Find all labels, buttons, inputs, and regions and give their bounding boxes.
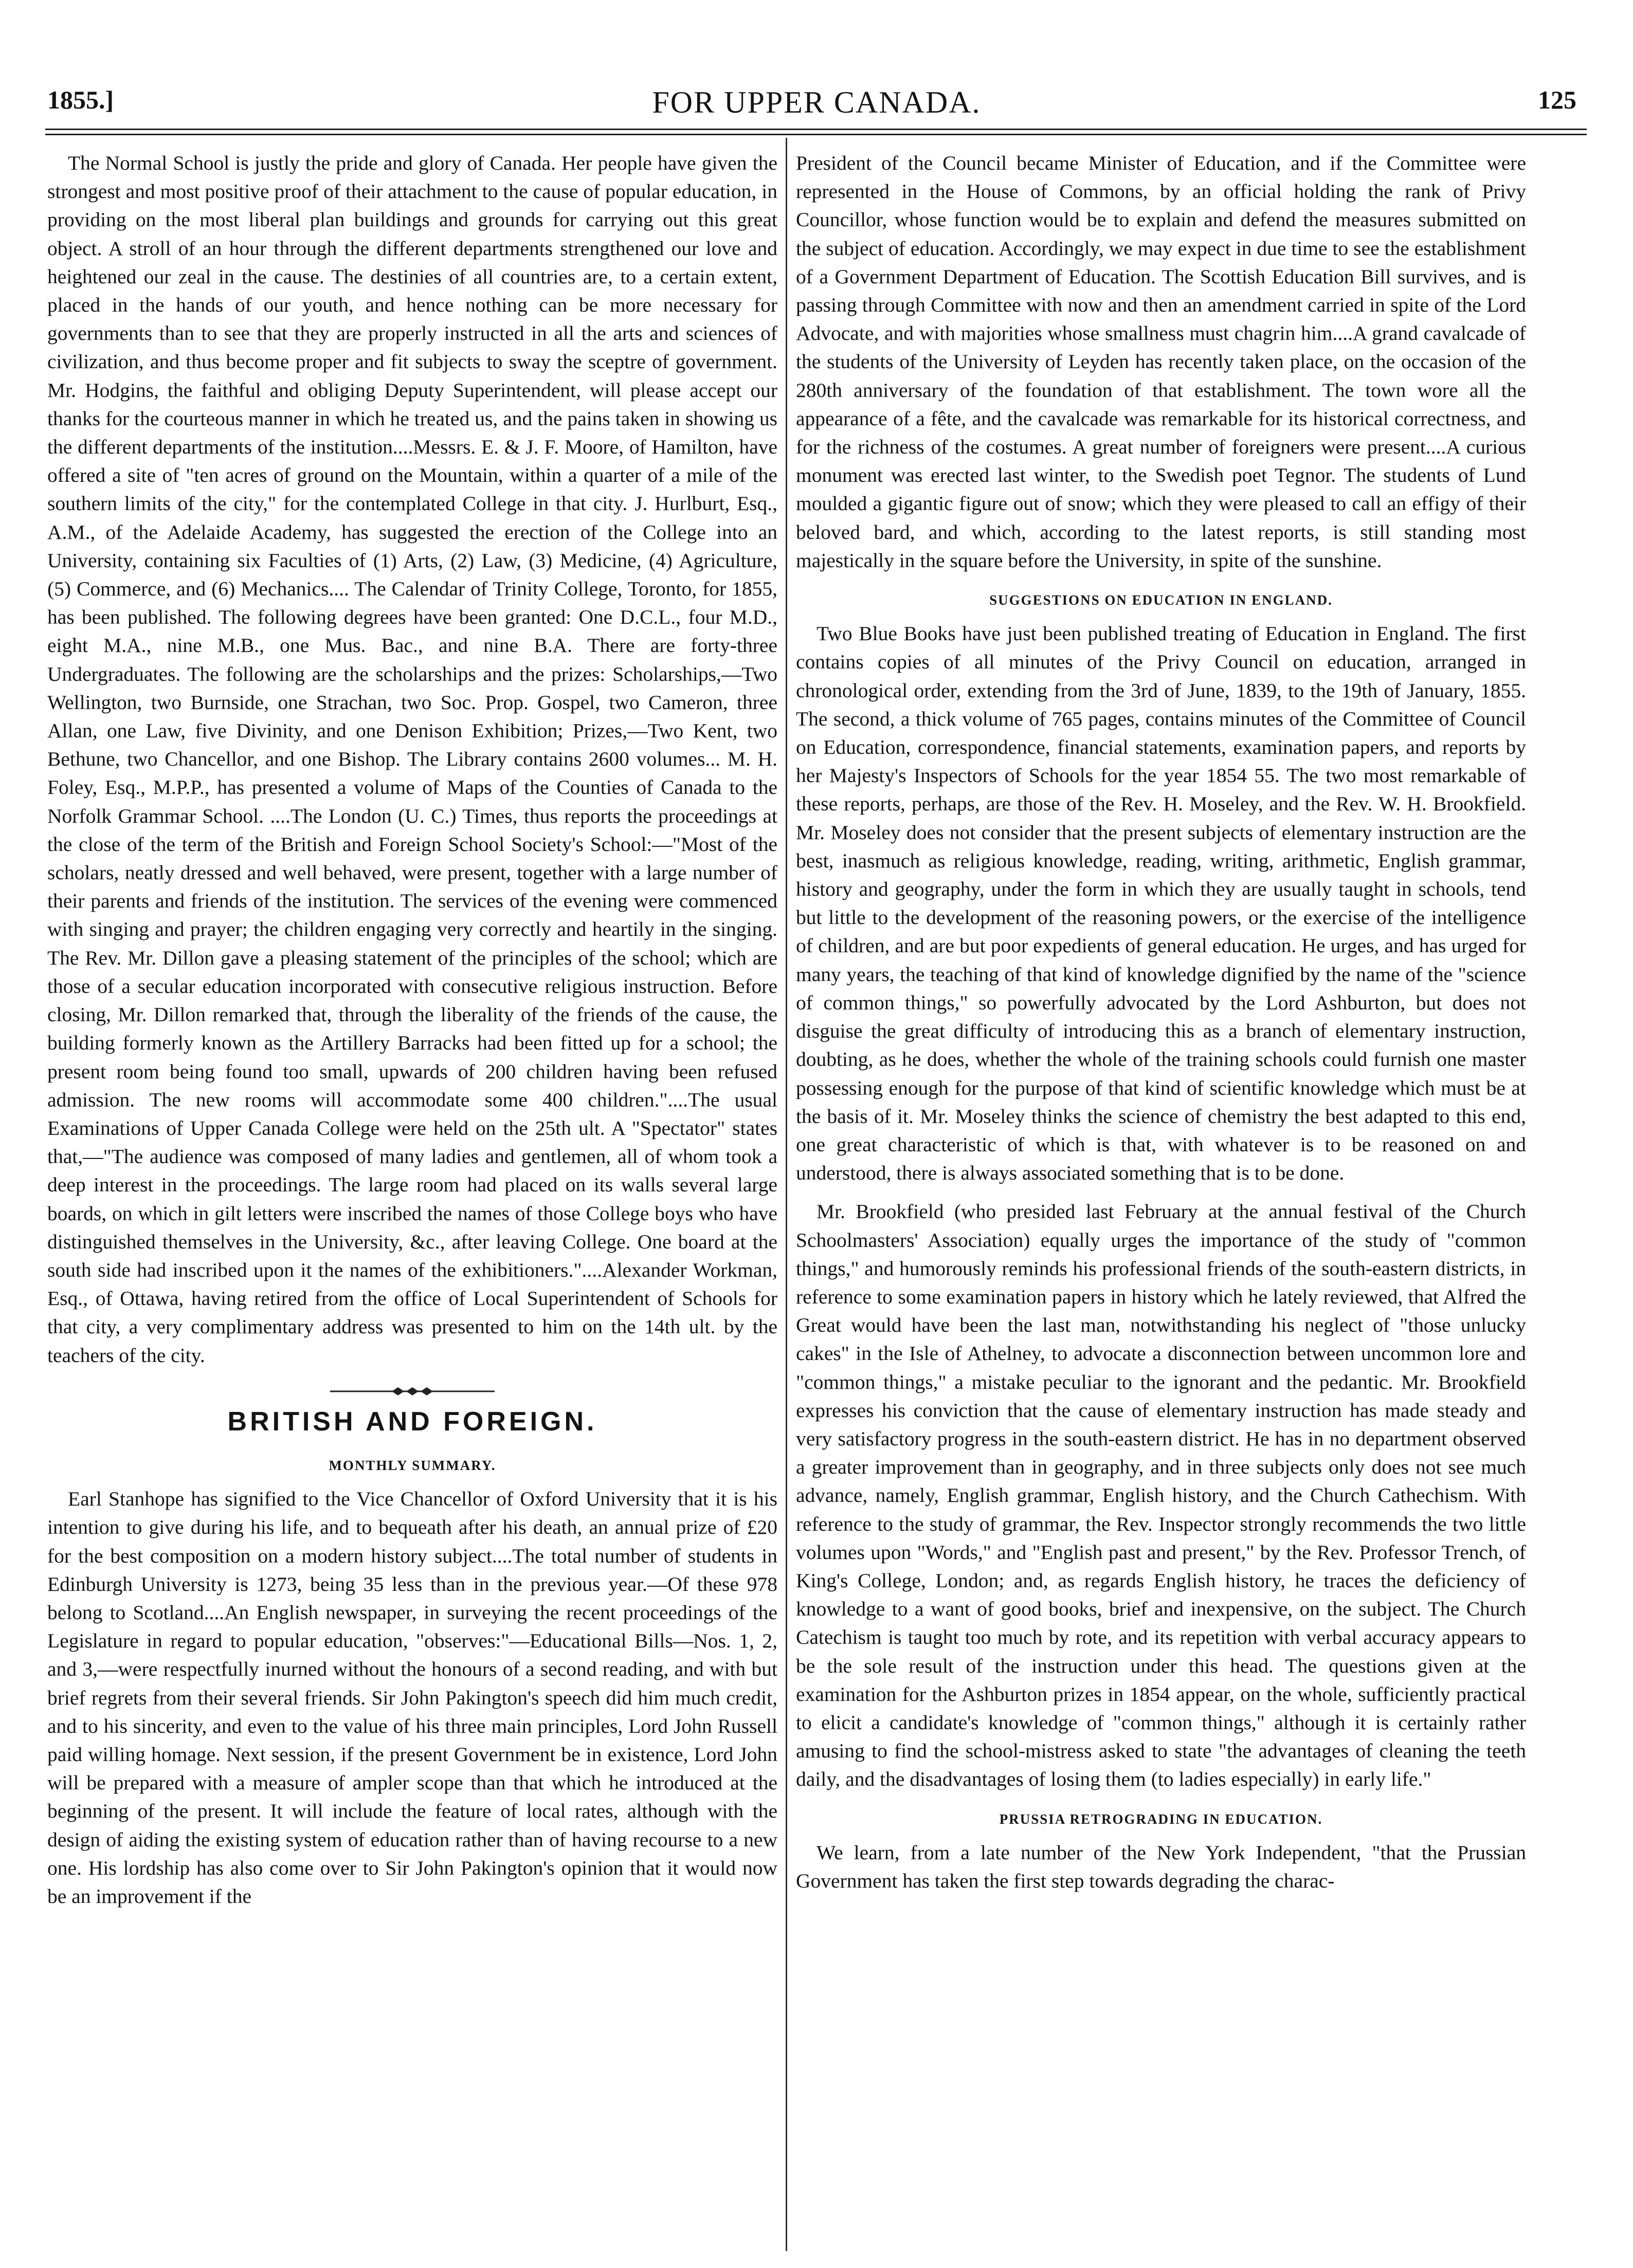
monthly-summary-heading: MONTHLY SUMMARY.	[329, 1457, 496, 1473]
header-rule-top	[45, 129, 1587, 130]
left-article-monthly-summary: Earl Stanhope has signified to the Vice Chancellor of Oxford University that it is his intention to give during his life, and to bequeath after his death, an annual prize of £20 for the best composition on a modern history subject....The total number of students in Edinburgh University is 1273, being 35 less than in the previous year.—Of these 978 belong to Scotland....An English newspaper, in surveying the recent proceedings of the Legislature in regard to popular education, "observes:"—Educational Bills—Nos. 1, 2, and 3,—were respectfully inurned without the honours of a second reading, and with but brief regrets from their several friends. Sir John Pakington's speech did him much credit, and to his sincerity, and even to the value of his three main principles, Lord John Russell paid willing homage. Next session, if the present Government be in existence, Lord John will be prepared with a measure of ampler scope than that which he introduced at the beginning of the present. It will include the feature of local rates, although with the design of aiding the existing system of education rather than of having recourse to a new one. His lordship has also come over to Sir John Pakington's opinion that it would now be an improvement if the	[47, 1487, 777, 1908]
header-rule-bottom	[45, 134, 1587, 135]
section-heading-british-foreign: BRITISH AND FOREIGN.	[227, 1406, 597, 1437]
column-divider	[786, 138, 787, 2251]
right-article-blue-books: Two Blue Books have just been published treating of Education in England. The first contains copies of all minutes of the Privy Council on education, arranged in chronological order, extending from the 3rd of June, 1839, to the 19th of January, 1855. The second, a thick volume of 765 pages, contains minutes of the Committee of Council on Education, correspondence, financial statements, examination papers, and reports by her Majesty's Inspectors of Schools for the year 1854 55. The two most remarkable of these reports, perhaps, are those of the Rev. H. Moseley, and the Rev. W. H. Brookfield. Mr. Moseley does not consider that the present subjects of elementary instruction are the best, inasmuch as religious knowledge, reading, writing, arithmetic, English grammar, history and geography, under the form in which they are usually taught in schools, tend but little to the development of the reasoning powers, or the exercise of the intelligence of children, and are but poor expedients of general education. He urges, and has urged for many years, the teaching of that kind of knowledge dignified by the name of the "science of common things," so powerfully advocated by the Lord Ashburton, but does not disguise the great difficulty of introducing this as a branch of elementary instruction, doubting, as he does, whether the whole of the training schools could furnish one master possessing enough for the purpose of that kind of scientific knowledge which must be at the basis of it. Mr. Moseley thinks the science of chemistry the best adapted to this end, one great characteristic of which is that, with whatever is to be reasoned on and understood, there is always associated something that is to be done.	[796, 622, 1526, 1185]
left-column	[47, 149, 777, 2252]
right-column	[796, 149, 1526, 2252]
prussia-heading: PRUSSIA RETROGRADING IN EDUCATION.	[999, 1811, 1323, 1827]
left-article-normal-school: The Normal School is justly the pride and glory of Canada. Her people have given the strongest and most positive proof of their attachment to the cause of popular education, in providing on the most liberal plan buildings and grounds for carrying out this great object. A stroll of an hour through the different departments strengthened our love and heightened our zeal in the cause. The destinies of all countries are, to a certain extent, placed in the hands of our youth, and hence nothing can be more necessary for governments than to see that they are properly instructed in all the arts and sciences of civilization, and thus become proper and fit subjects to sway the sceptre of government. Mr. Hodgins, the faithful and obliging Deputy Superintendent, will please accept our thanks for the courteous manner in which he treated us, and the pains taken in showing us the different departments of the institution....Messrs. E. & J. F. Moore, of Hamilton, have offered a site of "ten acres of ground on the Mountain, within a quarter of a mile of the southern limits of the city," for the contemplated College in that city. J. Hurlburt, Esq., A.M., of the Adelaide Academy, has suggested the erection of the College into an University, containing six Faculties of (1) Arts, (2) Law, (3) Medicine, (4) Agriculture, (5) Commerce, and (6) Mechanics.... The Calendar of Trinity College, Toronto, for 1855, has been published. The following degrees have been granted: One D.C.L., four M.D., eight M.A., nine M.B., one Mus. Bac., and nine B.A. There are forty-three Undergraduates. The following are the scholarships and the prizes: Scholarships,—Two Wellington, two Burnside, one Strachan, two Soc. Prop. Gospel, two Cameron, three Allan, one Law, five Divinity, and one Denison Exhibition; Prizes,—Two Kent, two Bethune, two Chancellor, and one Bishop. The Library contains 2600 volumes... M. H. Foley, Esq., M.P.P., has presented a volume of Maps of the Counties of Canada to the Norfolk Grammar School. ....The London (U. C.) Times, thus reports the proceedings at the close of the term of the British and Foreign School Society's School:—"Most of the scholars, neatly dressed and well behaved, were present, together with a large number of their parents and friends of the institution. The services of the evening were commenced with singing and prayer; the children engaging very correctly and heartily in the singing. The Rev. Mr. Dillon gave a pleasing statement of the principles of the school; which are those of a secular education incorporated with consecutive religious instruction. Before closing, Mr. Dillon remarked that, through the liberality of the friends of the cause, the building formerly known as the Artillery Barracks had been fitted up for a school; the present room being found too small, upwards of 200 children having been refused admission. The new rooms will accommodate some 400 children."....The usual Examinations of Upper Canada College were held on the 25th ult. A "Spectator" states that,—"The audience was composed of many ladies and gentlemen, all of whom took a deep interest in the proceedings. The large room had placed on its walls several large boards, on which in gilt letters were inscribed the names of those College boys who have distinguished themselves in the University, &c., after leaving College. One board at the south side had inscribed upon it the names of the exhibitioners."....Alexander Workman, Esq., of Ottawa, having retired from the office of Local Superintendent of Schools for that city, a very complimentary address was presented to him on the 14th ult. by the teachers of the city.	[47, 152, 777, 1367]
page-number: 125	[1538, 85, 1576, 114]
right-article-brookfield: Mr. Brookfield (who presided last February at the annual festival of the Church Schoolmasters' Association) equally urges the importance of the study of "common things," and humorously reminds his professional friends of the south-eastern districts, in reference to some examination papers in history which he lately reviewed, that Alfred the Great would have been the last man, notwithstanding his neglect of "those unlucky cakes" in the Isle of Athelney, to advocate a disconnection between uncommon lore and "common things," a mistake peculiar to the ignorant and the pedantic. Mr. Brookfield expresses his conviction that the cause of elementary instruction has made steady and very satisfactory progress in the south-eastern district. He has in no department observed a greater improvement than in geography, and in three subjects only does not see much advance, namely, English grammar, English history, and the Church Cathechism. With reference to the study of grammar, the Rev. Inspector strongly recommends the two little volumes upon "Words," and "English past and present," by the Rev. Professor Trench, of King's College, London; and, as regards English history, he traces the deficiency of knowledge to a want of good books, brief and inexpensive, on the subject. The Church Catechism is taught too much by rote, and its repetition with verbal accuracy appears to be the sole result of the instruction under this head. The questions given at the examination for the Ashburton prizes in 1854 appear, on the whole, sufficiently practical to elicit a candidate's knowledge of "common things," although it is certainly rather amusing to find the school-mistress asked to state "the advantages of cleaning the teeth daily, and the disadvantages of losing them (to ladies especially) in early life."	[796, 1200, 1526, 1791]
header-title: FOR UPPER CANADA.	[652, 85, 981, 119]
header-year: 1855.]	[47, 85, 114, 114]
right-article-prussia: We learn, from a late number of the New York Independent, "that the Prussian Government has taken the first step towards degrading the charac-	[796, 1841, 1526, 1892]
section-ornament	[47, 1385, 777, 1398]
paragraph-spacer	[796, 1187, 1526, 1197]
suggestions-heading: SUGGESTIONS ON EDUCATION IN ENGLAND.	[989, 592, 1333, 608]
right-article-continuation: President of the Council became Minister of Education, and if the Committee were represented in the House of Commons, by an official holding the rank of Privy Councillor, whose function would be to explain and defend the measures submitted on the subject of education. Accordingly, we may expect in due time to see the establishment of a Government Department of Education. The Scottish Education Bill survives, and is passing through Committee with now and then an amendment carried in spite of the Lord Advocate, and with majorities whose smallness must chagrin him....A grand cavalcade of the students of the University of Leyden has recently taken place, on the occasion of the 280th anniversary of the foundation of that establishment. The town wore all the appearance of a fête, and the cavalcade was remarkable for its historical correctness, and for the richness of the costumes. A great number of foreigners were present....A curious monument was erected last winter, to the Swedish poet Tegnor. The students of Lund moulded a gigantic figure out of snow; which they were pleased to call an effigy of their beloved bard, and which, according to the latest reports, is still standing most majestically in the square before the University, in spite of the sunshine.	[796, 152, 1526, 572]
